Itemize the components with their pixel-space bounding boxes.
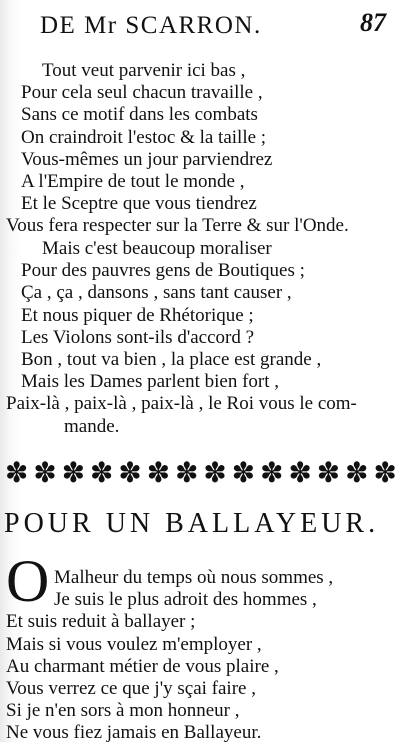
verse-line: Si je n'en sors à mon honneur , xyxy=(6,700,240,722)
fleuron-icon: ✽ xyxy=(61,456,86,489)
verse-line: Vous fera respecter sur la Terre & sur l'Onde. xyxy=(6,215,349,237)
verse-line: Au charmant métier de vous plaire , xyxy=(6,655,279,677)
fleuron-icon: ✽ xyxy=(316,456,341,489)
fleuron-icon: ✽ xyxy=(203,456,227,489)
fleuron-icon: ✽ xyxy=(33,456,57,489)
fleuron-icon: ✽ xyxy=(175,456,199,489)
verse-line: Ça , ça , dansons , sans tant causer , xyxy=(21,282,292,304)
fleuron-icon: ✽ xyxy=(5,456,29,489)
verse-line: Et nous piquer de Rhétorique ; xyxy=(21,304,254,326)
verse-line: Je suis le plus adroit des hommes , xyxy=(54,589,317,611)
stanza-3 xyxy=(0,567,400,742)
verse-line: Ne vous fiez jamais en Ballayeur. xyxy=(6,722,262,742)
fleuron-icon: ✽ xyxy=(231,456,256,489)
fleuron-icon: ✽ xyxy=(345,456,369,489)
fleuron-band xyxy=(5,457,397,489)
fleuron-icon: ✽ xyxy=(146,456,171,489)
stanza-2 xyxy=(0,238,400,438)
verse-line: Vous verrez ce que j'y sçai faire , xyxy=(6,677,256,699)
verse-line: Et suis reduit à ballayer ; xyxy=(6,611,196,633)
fleuron-icon: ✽ xyxy=(90,456,114,489)
verse-line: Paix-là , paix-là , paix-là , le Roi vous le com- xyxy=(6,393,357,415)
verse-line: Malheur du temps où nous sommes , xyxy=(54,567,334,588)
fleuron-icon: ✽ xyxy=(373,456,397,489)
stanza-1 xyxy=(0,60,400,238)
fleuron-icon: ✽ xyxy=(260,456,284,489)
verse-line: Et le Sceptre que vous tiendrez xyxy=(21,193,257,215)
verse-line: Pour des pauvres gens de Boutiques ; xyxy=(21,260,305,282)
running-title: DE Mr SCARRON. xyxy=(40,12,262,39)
verse-line: Pour cela seul chacun travaille , xyxy=(21,82,263,104)
verse-line: Mais si vous voulez m'employer , xyxy=(6,633,262,655)
verse-line: Tout veut parvenir ici bas , xyxy=(42,60,246,81)
verse-line: On craindroit l'estoc & la taille ; xyxy=(21,126,267,148)
fleuron-icon: ✽ xyxy=(118,456,142,489)
verse-line: Sans ce motif dans les combats xyxy=(21,104,258,126)
drop-cap: O xyxy=(6,548,50,614)
page-number: 87 xyxy=(360,8,386,37)
verse-line: A l'Empire de tout le monde , xyxy=(21,170,245,192)
section-title: POUR UN BALLAYEUR. xyxy=(4,508,380,539)
verse-line: Mais c'est beaucoup moraliser xyxy=(42,238,272,259)
fleuron-icon: ✽ xyxy=(288,456,312,489)
verse-line: Les Violons sont-ils d'accord ? xyxy=(21,326,255,348)
verse-line: Bon , tout va bien , la place est grande , xyxy=(21,348,322,370)
verse-line: mande. xyxy=(64,415,120,437)
verse-line: Vous-mêmes un jour parviendrez xyxy=(21,148,273,170)
verse-line: Mais les Dames parlent bien fort , xyxy=(21,371,280,393)
